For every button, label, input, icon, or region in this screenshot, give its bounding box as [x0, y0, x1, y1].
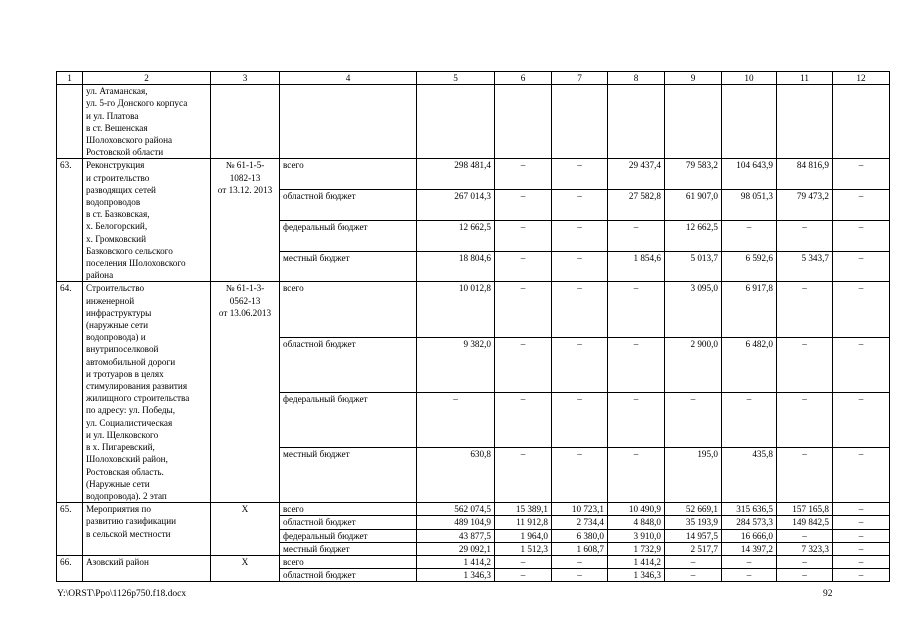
funding-source-cell: областной бюджет [280, 190, 417, 221]
amount-cell: 267 014,3 [417, 190, 495, 221]
description-line: поселения Шолоховского [86, 258, 186, 269]
amount-cell: 2 900,0 [665, 337, 722, 392]
description-line: водопровода). 2 этап [86, 490, 167, 501]
description-line: стимулирования развития [86, 381, 188, 392]
entry-document-ref [211, 159, 280, 282]
amount-cell: 35 193,9 [665, 516, 722, 529]
entry-number: 65. [57, 503, 83, 556]
description-line: (Наружные сети [86, 478, 150, 489]
table-row [57, 503, 890, 516]
amount-cell: 61 907,0 [665, 190, 722, 221]
column-number: 3 [211, 72, 280, 85]
amount-cell: – [552, 282, 608, 337]
amount-cell: – [608, 392, 665, 447]
description-line: Ростовской области [86, 147, 164, 158]
description-line: внутрипоселковой [86, 344, 159, 355]
entry-document-ref [211, 503, 280, 556]
table-body [57, 72, 890, 582]
amount-cell: – [777, 555, 833, 568]
description-line: в х. Пигаревский, [86, 442, 155, 453]
amount-cell: – [833, 569, 890, 582]
amount-cell: – [722, 220, 777, 251]
amount-cell: 1 346,3 [608, 569, 665, 582]
amount-cell: – [722, 569, 777, 582]
column-number: 10 [722, 72, 777, 85]
description-line: по адресу: ул. Победы, [86, 405, 175, 416]
amount-cell: 104 643,9 [722, 159, 777, 190]
table-row [57, 282, 890, 337]
description-line: в сельской местности [86, 528, 171, 539]
amount-cell: – [495, 220, 552, 251]
document-ref-line: 1082-13 [229, 172, 261, 183]
continuation-row [57, 85, 890, 159]
column-number: 6 [495, 72, 552, 85]
column-number: 5 [417, 72, 495, 85]
amount-cell: – [777, 282, 833, 337]
amount-cell: 5 013,7 [665, 251, 722, 282]
description-line: Шолоховского района [86, 135, 173, 146]
amount-cell: 149 842,5 [777, 516, 833, 529]
amount-cell: 29 092,1 [417, 542, 495, 555]
amount-cell: – [495, 251, 552, 282]
footer-page-number: 92 [823, 589, 833, 599]
amount-cell: – [833, 159, 890, 190]
funding-source-cell: федеральный бюджет [280, 220, 417, 251]
amount-cell: – [608, 220, 665, 251]
description-line: ул. 5-го Донского корпуса [86, 98, 188, 109]
funding-source-cell: всего [280, 282, 417, 337]
amount-cell: 79 583,2 [665, 159, 722, 190]
amount-cell: – [833, 392, 890, 447]
amount-cell: – [833, 337, 890, 392]
amount-cell: – [495, 190, 552, 221]
amount-cell: 16 666,0 [722, 529, 777, 542]
amount-cell: – [552, 392, 608, 447]
amount-cell: – [552, 555, 608, 568]
amount-cell: 562 074,5 [417, 503, 495, 516]
amount-cell: – [833, 282, 890, 337]
document-ref-line: № 61-1-5- [225, 160, 265, 171]
amount-cell: 1 732,9 [608, 542, 665, 555]
amount-cell: – [777, 220, 833, 251]
amount-cell: 315 636,5 [722, 503, 777, 516]
entry-description [83, 159, 211, 282]
amount-cell: 435,8 [722, 447, 777, 502]
amount-cell: 6 917,8 [722, 282, 777, 337]
amount-cell: – [833, 555, 890, 568]
entry-document-ref [211, 555, 280, 581]
description-line: жилищного строительства [86, 393, 190, 404]
column-number: 7 [552, 72, 608, 85]
funding-source-cell: всего [280, 503, 417, 516]
amount-cell: – [833, 503, 890, 516]
description-line: водопроводов [86, 197, 141, 208]
amount-cell: 1 414,2 [608, 555, 665, 568]
amount-cell: – [552, 159, 608, 190]
description-line: Строительство [86, 283, 145, 294]
amount-cell: – [495, 282, 552, 337]
amount-cell: 2 517,7 [665, 542, 722, 555]
amount-cell: 79 473,2 [777, 190, 833, 221]
amount-cell: – [722, 392, 777, 447]
amount-cell: – [665, 392, 722, 447]
document-ref-line: 0562-13 [229, 295, 261, 306]
amount-cell: – [722, 555, 777, 568]
amount-cell: – [495, 392, 552, 447]
description-line: Мероприятия по [86, 504, 151, 515]
amount-cell: 10 723,1 [552, 503, 608, 516]
amount-cell: 52 669,1 [665, 503, 722, 516]
amount-cell: – [552, 337, 608, 392]
amount-cell: 1 964,0 [495, 529, 552, 542]
amount-cell: – [608, 337, 665, 392]
description-line: ул. Социалистическая [86, 417, 173, 428]
amount-cell: 3 910,0 [608, 529, 665, 542]
amount-cell: – [552, 447, 608, 502]
description-line: и тротуаров в целях [86, 368, 164, 379]
description-line: х. Громковский [86, 233, 146, 244]
description-line: и строительство [86, 172, 150, 183]
funding-source-cell: всего [280, 555, 417, 568]
amount-cell: – [552, 220, 608, 251]
description-line: Базковского сельского [86, 245, 173, 256]
entry-description [83, 503, 211, 556]
document-ref-line: от 13.12. 2013 [217, 184, 273, 195]
amount-cell: – [833, 529, 890, 542]
funding-source-cell: местный бюджет [280, 447, 417, 502]
column-number: 11 [777, 72, 833, 85]
amount-cell: 157 165,8 [777, 503, 833, 516]
amount-cell: – [495, 447, 552, 502]
document-ref-line: № 61-1-3- [225, 283, 265, 294]
amount-cell: 1 854,6 [608, 251, 665, 282]
amount-cell: 27 582,8 [608, 190, 665, 221]
entry-number: 64. [57, 282, 83, 503]
column-number: 12 [833, 72, 890, 85]
column-number-row [57, 72, 890, 85]
amount-cell: – [777, 529, 833, 542]
amount-cell: – [833, 542, 890, 555]
amount-cell: 7 323,3 [777, 542, 833, 555]
description-line: и ул. Щелковского [86, 429, 159, 440]
description-line: Шолоховский район, [86, 454, 168, 465]
document-ref-line: Х [241, 556, 249, 567]
budget-table [56, 71, 890, 582]
amount-cell: 6 380,0 [552, 529, 608, 542]
description-line: разводящих сетей [86, 184, 156, 195]
funding-source-cell: областной бюджет [280, 516, 417, 529]
amount-cell: – [833, 447, 890, 502]
description-line: Реконструкция [86, 160, 145, 171]
description-line: инженерной [86, 295, 135, 306]
funding-source-cell: местный бюджет [280, 542, 417, 555]
amount-cell: – [665, 555, 722, 568]
amount-cell: – [833, 190, 890, 221]
entry-description [83, 85, 211, 159]
amount-cell: – [495, 555, 552, 568]
amount-cell: – [495, 337, 552, 392]
amount-cell: 15 389,1 [495, 503, 552, 516]
amount-cell: 9 382,0 [417, 337, 495, 392]
document-ref-line: от 13.06.2013 [218, 307, 272, 318]
amount-cell: 489 104,9 [417, 516, 495, 529]
amount-cell: 12 662,5 [417, 220, 495, 251]
amount-cell: 14 397,2 [722, 542, 777, 555]
amount-cell: – [552, 569, 608, 582]
funding-source-cell: всего [280, 159, 417, 190]
amount-cell: – [833, 220, 890, 251]
table-row [57, 159, 890, 190]
description-line: в ст. Вешенская [86, 122, 148, 133]
amount-cell: – [777, 392, 833, 447]
description-line: в ст. Базковская, [86, 209, 150, 220]
description-line: Азовский район [86, 556, 149, 567]
column-number: 9 [665, 72, 722, 85]
amount-cell: 1 346,3 [417, 569, 495, 582]
amount-cell: 1 414,2 [417, 555, 495, 568]
amount-cell: – [495, 159, 552, 190]
amount-cell: 43 877,5 [417, 529, 495, 542]
amount-cell: – [552, 190, 608, 221]
description-line: х. Белогорский, [86, 221, 148, 232]
amount-cell: – [833, 251, 890, 282]
amount-cell: – [665, 569, 722, 582]
amount-cell: 284 573,3 [722, 516, 777, 529]
amount-cell: 29 437,4 [608, 159, 665, 190]
funding-source-cell: областной бюджет [280, 569, 417, 582]
amount-cell: 4 848,0 [608, 516, 665, 529]
amount-cell: – [552, 251, 608, 282]
description-line: ул. Атаманская, [86, 86, 148, 97]
amount-cell: – [608, 282, 665, 337]
entry-number: 66. [57, 555, 83, 581]
amount-cell: – [833, 516, 890, 529]
amount-cell: 12 662,5 [665, 220, 722, 251]
amount-cell: 3 095,0 [665, 282, 722, 337]
amount-cell: 195,0 [665, 447, 722, 502]
document-ref-line: Х [241, 504, 249, 515]
entry-description [83, 555, 211, 581]
amount-cell: – [417, 392, 495, 447]
amount-cell: – [777, 569, 833, 582]
amount-cell: 10 012,8 [417, 282, 495, 337]
amount-cell: – [608, 447, 665, 502]
column-number: 2 [83, 72, 211, 85]
amount-cell: – [777, 337, 833, 392]
description-line: развитию газификации [86, 516, 177, 527]
amount-cell: – [777, 447, 833, 502]
amount-cell: 10 490,9 [608, 503, 665, 516]
amount-cell: 2 734,4 [552, 516, 608, 529]
amount-cell: 1 512,3 [495, 542, 552, 555]
funding-source-cell: местный бюджет [280, 251, 417, 282]
amount-cell: 5 343,7 [777, 251, 833, 282]
amount-cell: 18 804,6 [417, 251, 495, 282]
funding-source-cell: федеральный бюджет [280, 529, 417, 542]
amount-cell: 84 816,9 [777, 159, 833, 190]
funding-source-cell: федеральный бюджет [280, 392, 417, 447]
amount-cell: 630,8 [417, 447, 495, 502]
amount-cell: 14 957,5 [665, 529, 722, 542]
amount-cell: 11 912,8 [495, 516, 552, 529]
column-number: 1 [57, 72, 83, 85]
description-line: автомобильной дороги [86, 356, 176, 367]
column-number: 8 [608, 72, 665, 85]
column-number: 4 [280, 72, 417, 85]
entry-document-ref [211, 282, 280, 503]
amount-cell: 98 051,3 [722, 190, 777, 221]
footer-file-path: Y:\ORST\Ppo\1126p750.f18.docx [57, 589, 187, 599]
amount-cell: – [495, 569, 552, 582]
funding-source-cell: областной бюджет [280, 337, 417, 392]
amount-cell: 298 481,4 [417, 159, 495, 190]
table-row [57, 555, 890, 568]
description-line: инфраструктуры [86, 307, 152, 318]
description-line: района [86, 270, 114, 281]
entry-description [83, 282, 211, 503]
amount-cell: 6 592,6 [722, 251, 777, 282]
description-line: водопровода) и [86, 332, 146, 343]
amount-cell: 6 482,0 [722, 337, 777, 392]
description-line: и ул. Платова [86, 110, 139, 121]
description-line: (наружные сети [86, 320, 149, 331]
entry-number: 63. [57, 159, 83, 282]
amount-cell: 1 608,7 [552, 542, 608, 555]
entry-number [57, 85, 83, 159]
description-line: Ростовская область. [86, 466, 164, 477]
